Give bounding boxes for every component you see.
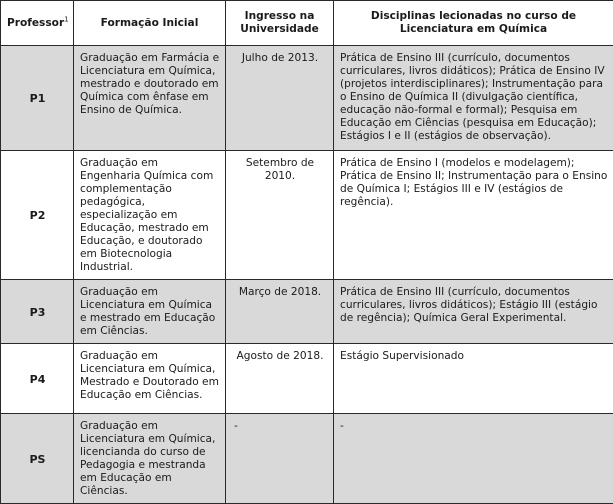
header-disciplinas: Disciplinas lecionadas no curso de Licenciatura em Química — [334, 1, 613, 46]
professor-id: PS — [1, 414, 74, 504]
ingresso-cell: Julho de 2013. — [226, 46, 334, 151]
professor-id: P4 — [1, 344, 74, 414]
formacao-cell: Graduação em Farmácia e Licenciatura em Química, mestrado e doutorado em Química com ênfase em Ensino de Química. — [74, 46, 226, 151]
disciplinas-cell: Estágio Supervisionado — [334, 344, 613, 414]
table-row — [1, 280, 613, 344]
professor-id: P2 — [1, 151, 74, 280]
disciplinas-cell: - — [334, 414, 613, 504]
table-row — [1, 344, 613, 414]
formacao-cell: Graduação em Licenciatura em Química e mestrado em Educação em Ciências. — [74, 280, 226, 344]
table-row — [1, 46, 613, 151]
formacao-cell: Graduação em Licenciatura em Química, licencianda do curso de Pedagogia e mestranda em Educação em Ciências. — [74, 414, 226, 504]
disciplinas-cell: Prática de Ensino III (currículo, documentos curriculares, livros didáticos); Prática de Ensino IV (projetos interdisciplinares); Instrumentação para o Ensino de Química II (divulgação científica, educação não-formal e formal); Pesquisa em Educação em Ciências (pesquisa em Educação); Estágios I e II (estágios de observação). — [334, 46, 613, 151]
footnote-marker: 1 — [64, 15, 68, 23]
header-professor — [1, 1, 74, 46]
table-row — [1, 151, 613, 280]
formacao-cell: Graduação em Engenharia Química com complementação pedagógica, especialização em Educação, mestrado em Educação, e doutorado em Biotecnologia Industrial. — [74, 151, 226, 280]
disciplinas-cell: Prática de Ensino III (currículo, documentos curriculares, livros didáticos); Estágio III (estágio de regência); Química Geral Experimental. — [334, 280, 613, 344]
ingresso-cell: Março de 2018. — [226, 280, 334, 344]
ingresso-cell: - — [226, 414, 334, 504]
header-ingresso: Ingresso na Universidade — [226, 1, 334, 46]
table-row — [1, 414, 613, 504]
professor-id: P3 — [1, 280, 74, 344]
ingresso-cell: Agosto de 2018. — [226, 344, 334, 414]
ingresso-cell: Setembro de 2010. — [226, 151, 334, 280]
formacao-cell: Graduação em Licenciatura em Química, Mestrado e Doutorado em Educação em Ciências. — [74, 344, 226, 414]
disciplinas-cell: Prática de Ensino I (modelos e modelagem); Prática de Ensino II; Instrumentação para o Ensino de Química I; Estágios III e IV (estágios de regência). — [334, 151, 613, 280]
header-professor-label: Professor — [7, 17, 64, 29]
header-formacao: Formação Inicial — [74, 1, 226, 46]
header-row — [1, 1, 613, 46]
professor-id: P1 — [1, 46, 74, 151]
